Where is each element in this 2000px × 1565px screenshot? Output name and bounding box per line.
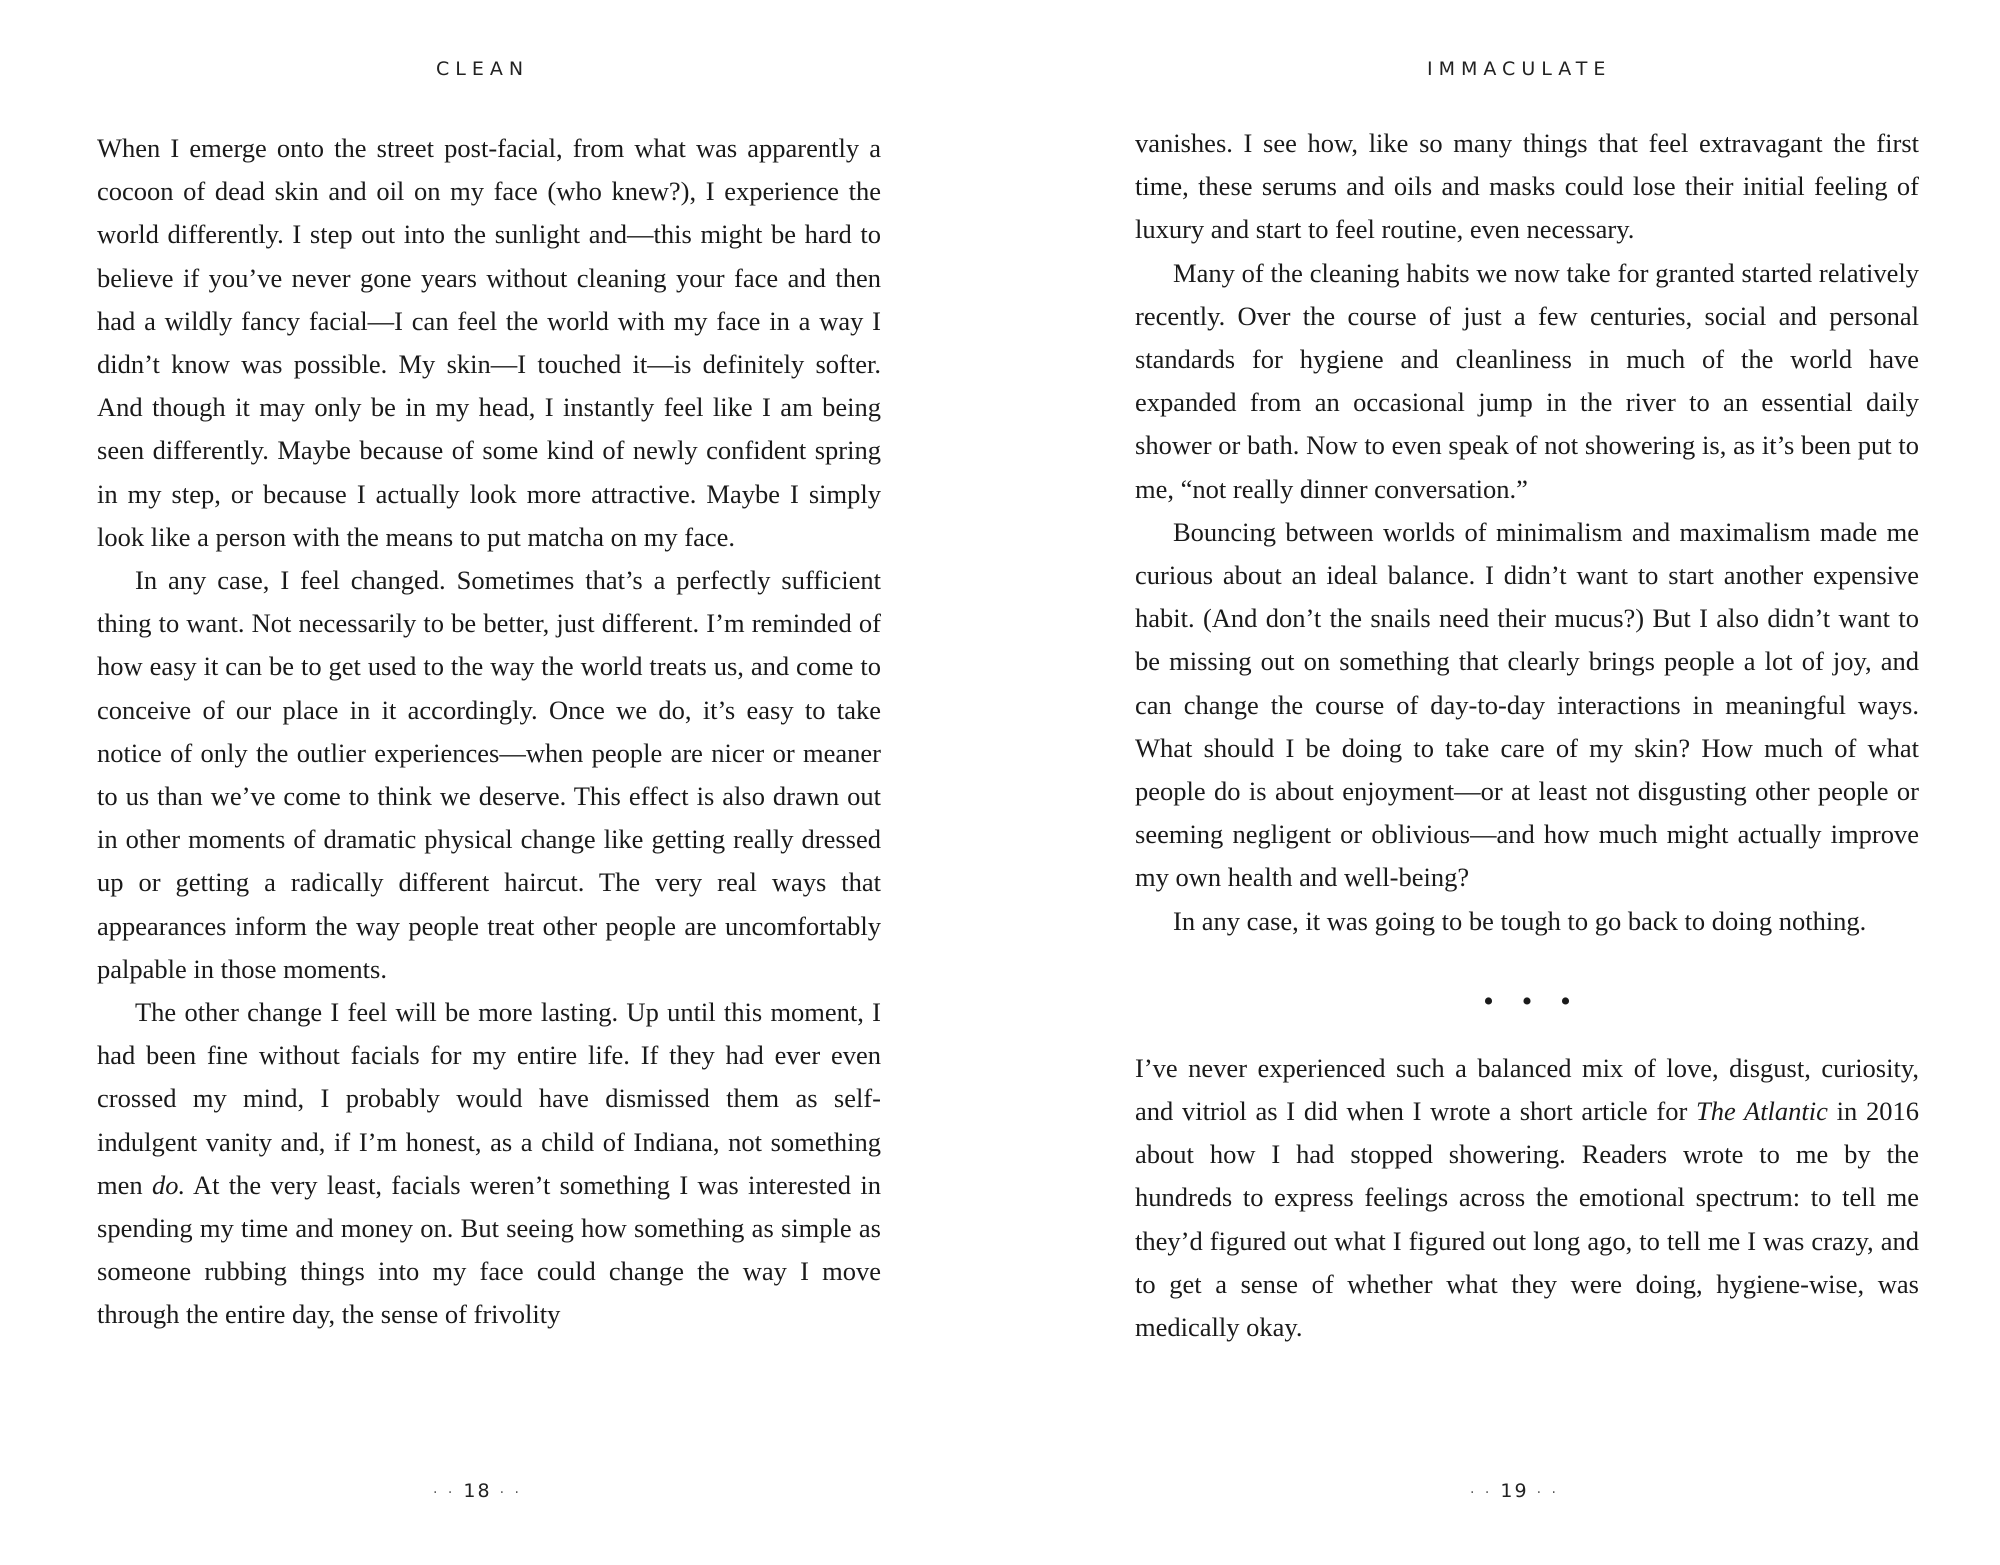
folio-dots: · · [499, 1485, 522, 1501]
folio-dots: · · [433, 1485, 456, 1501]
paragraph-text: in 2016 about how I had stopped showering. Readers wrote to me by the hundreds to express feelings across the emotional spectrum: to tell me they’d figured out what I figured out long ago, to tell me I was crazy, and to get a sense of whether what they were doing, hygiene-wise, was medically okay. [1135, 1096, 1919, 1343]
paragraph: In any case, I feel changed. Sometimes that’s a perfectly sufficient thing to want. Not necessarily to be better, just different. I’m reminded of how easy it can be to get used to the way the world treats us, and come to conceive of our place in it accordingly. Once we do, it’s easy to take notice of only the outlier experiences—when people are nicer or meaner to us than we’ve come to think we deserve. This effect is also drawn out in other moments of dramatic physical change like getting really dressed up or getting a radically different haircut. The very real ways that appearances inform the way people treat other people are uncomfortably palpable in those moments. [97, 565, 881, 984]
folio-number: 19 [1500, 1480, 1529, 1502]
paragraph: In any case, it was going to be tough to go back to doing nothing. [1173, 905, 1867, 936]
paragraph: When I emerge onto the street post-facial, from what was apparently a cocoon of dead skin and oil on my face (who knew?), I experience the world differently. I step out into the sunlight and—this might be hard to believe if you’ve never gone years without cleaning your face and then had a wildly fancy facial—I can feel the world with my face in a way I didn’t know was possible. My skin—I touched it—is definitely softer. And though it may only be in my head, I instantly feel like I am being seen differently. Maybe because of some kind of newly confident spring in my step, or because I actually look more attractive. Maybe I simply look like a person with the means to put matcha on my face. [97, 133, 881, 552]
left-page-body [97, 127, 881, 1337]
paragraph-text: I’ve never experienced such a balanced mix of love, disgust, curiosity, and vitriol as I did when I wrote a short article for [1135, 1052, 1919, 1127]
folio-dots: · · [1470, 1485, 1493, 1501]
paragraph: vanishes. I see how, like so many things that feel extravagant the first time, these serums and oils and masks could lose their initial feeling of luxury and start to feel routine, even necessary. [1135, 128, 1919, 245]
right-page [1000, 0, 2000, 1565]
running-head-left: CLEAN [436, 58, 530, 80]
running-head-right: IMMACULATE [1427, 58, 1612, 80]
emphasis-text: do. [151, 1169, 186, 1200]
section-break-ornament: ••• [1483, 984, 1599, 1018]
paragraph: Many of the cleaning habits we now take for granted started relatively recently. Over the course of just a few centuries, social and personal standards for hygiene and cleanliness in much of the world have expanded from an occasional jump in the river to an essential daily shower or bath. Now to even speak of not showering is, as it’s been put to me, “not really dinner conversation.” [1135, 257, 1919, 504]
folio-number: 18 [463, 1480, 492, 1502]
paragraph-text: The other change I feel will be more lasting. Up until this moment, I had been fine without facials for my entire life. If they had ever even crossed my mind, I probably would have dismissed them as self-indulgent vanity and, if I’m honest, as a child of Indiana, not something men [97, 997, 881, 1200]
paragraph-text: At the very least, facials weren’t something I was interested in spending my time and money on. But seeing how something as simple as someone rubbing things into my face could change the way I move through the entire day, the sense of frivolity [97, 1169, 881, 1330]
emphasis-text: The Atlantic [1696, 1096, 1828, 1127]
folio-dots: · · [1536, 1485, 1559, 1501]
paragraph: Bouncing between worlds of minimalism and maximalism made me curious about an ideal balance. I didn’t want to start another expensive habit. (And don’t the snails need their mucus?) But I also didn’t want to be missing out on something that clearly brings people a lot of joy, and can change the course of day-to-day interactions in meaningful ways. What should I be doing to take care of my skin? How much of what people do is about enjoyment—or at least not disgusting other people or seeming negligent or oblivious—and how much might actually improve my own health and well-being? [1135, 516, 1919, 893]
paragraph [1135, 1047, 1919, 1349]
right-page-body [1135, 122, 1919, 1349]
paragraph [97, 991, 881, 1337]
page-number-left [433, 1480, 522, 1502]
page-number-right [1470, 1480, 1559, 1502]
